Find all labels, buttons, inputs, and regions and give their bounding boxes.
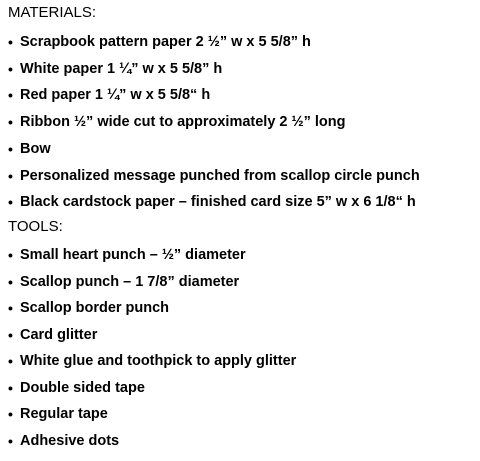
materials-heading: MATERIALS: bbox=[8, 4, 97, 21]
list-item bbox=[8, 113, 346, 131]
material-item-text: Ribbon ½” wide cut to approximately 2 ½” long bbox=[20, 114, 346, 130]
tool-item-text: Card glitter bbox=[20, 327, 98, 343]
list-item bbox=[8, 352, 296, 370]
bullet-icon: • bbox=[8, 406, 13, 422]
bullet-icon: • bbox=[8, 353, 13, 369]
list-item bbox=[8, 167, 420, 185]
bullet-icon: • bbox=[8, 87, 13, 103]
bullet-icon: • bbox=[8, 380, 13, 396]
bullet-icon: • bbox=[8, 34, 13, 50]
material-item-text: Personalized message punched from scallop circle punch bbox=[20, 168, 420, 184]
bullet-icon: • bbox=[8, 327, 13, 343]
list-item bbox=[8, 86, 210, 104]
bullet-icon: • bbox=[8, 61, 13, 77]
list-item bbox=[8, 193, 416, 211]
bullet-icon: • bbox=[8, 194, 13, 210]
list-item bbox=[8, 33, 311, 51]
tool-item-text: Double sided tape bbox=[20, 380, 145, 396]
tool-item-text: Scallop border punch bbox=[20, 300, 170, 316]
list-item bbox=[8, 379, 145, 397]
list-item bbox=[8, 432, 119, 450]
material-item-text: Bow bbox=[20, 141, 51, 157]
bullet-icon: • bbox=[8, 274, 13, 290]
tool-item-text: Regular tape bbox=[20, 406, 108, 422]
list-item bbox=[8, 246, 246, 264]
list-item bbox=[8, 60, 222, 78]
bullet-icon: • bbox=[8, 433, 13, 449]
list-item bbox=[8, 299, 169, 317]
bullet-icon: • bbox=[8, 300, 13, 316]
bullet-icon: • bbox=[8, 168, 13, 184]
material-item-text: Red paper 1 ¼” w x 5 5/8“ h bbox=[20, 87, 211, 103]
list-item bbox=[8, 326, 97, 344]
bullet-icon: • bbox=[8, 141, 13, 157]
tool-item-text: Scallop punch – 1 7/8” diameter bbox=[20, 274, 240, 290]
list-item bbox=[8, 405, 108, 423]
tool-item-text: White glue and toothpick to apply glitter bbox=[20, 353, 297, 369]
bullet-icon: • bbox=[8, 114, 13, 130]
tool-item-text: Small heart punch – ½” diameter bbox=[20, 247, 246, 263]
material-item-text: Black cardstock paper – finished card size 5” w x 6 1/8“ h bbox=[20, 194, 416, 210]
tools-heading: TOOLS: bbox=[8, 218, 63, 235]
list-item bbox=[8, 273, 239, 291]
bullet-icon: • bbox=[8, 247, 13, 263]
tool-item-text: Adhesive dots bbox=[20, 433, 120, 449]
material-item-text: White paper 1 ¼” w x 5 5/8” h bbox=[20, 61, 223, 77]
list-item bbox=[8, 140, 51, 158]
material-item-text: Scrapbook pattern paper 2 ½” w x 5 5/8” h bbox=[20, 34, 311, 50]
